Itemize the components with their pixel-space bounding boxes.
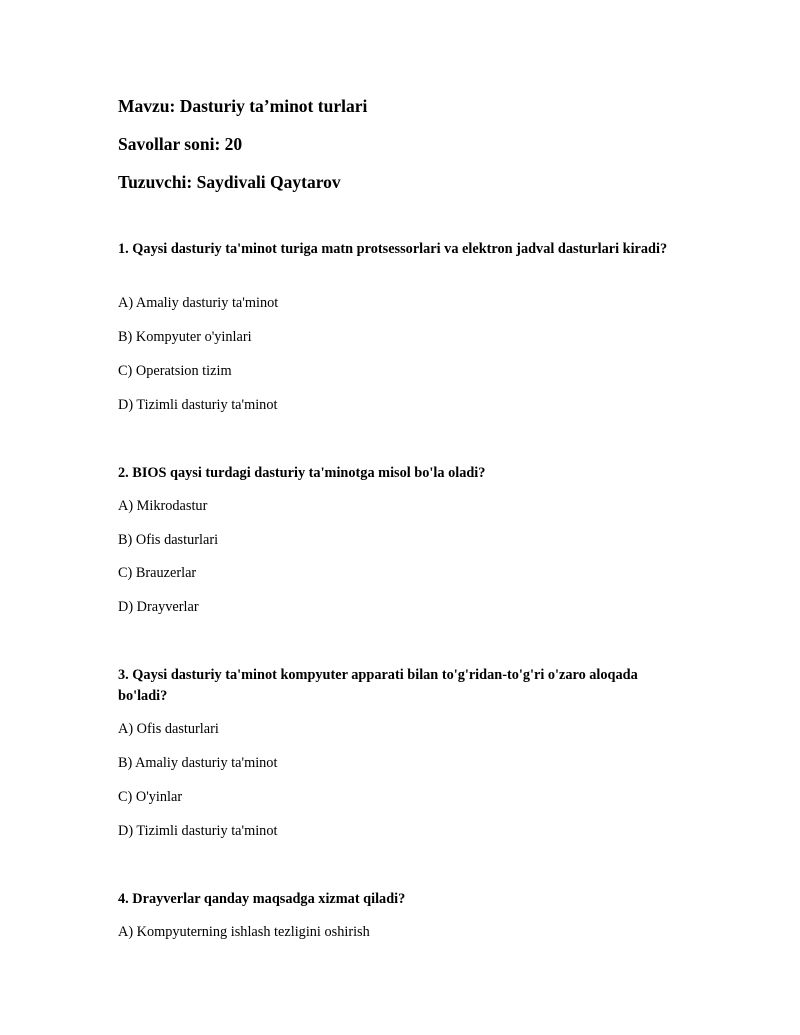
question-1-text: 1. Qaysi dasturiy ta'minot turiga matn protsessorlari va elektron jadval dasturlari kiradi? [118, 241, 668, 257]
question-1-option-a: A) Amaliy dasturiy ta'minot [118, 295, 279, 311]
question-count-heading: Savollar soni: 20 [118, 134, 243, 154]
question-3-option-b: B) Amaliy dasturiy ta'minot [118, 755, 278, 771]
question-3-option-d: D) Tizimli dasturiy ta'minot [118, 823, 278, 839]
question-2-option-b: B) Ofis dasturlari [118, 532, 219, 548]
question-1-option-c: C) Operatsion tizim [118, 363, 232, 379]
question-2-option-c: C) Brauzerlar [118, 565, 197, 581]
question-2-text: 2. BIOS qaysi turdagi dasturiy ta'minotga misol bo'la oladi? [118, 465, 486, 481]
author-heading: Tuzuvchi: Saydivali Qaytarov [118, 172, 341, 192]
question-3-text: 3. Qaysi dasturiy ta'minot kompyuter apparati bilan to'g'ridan-to'g'ri o'zaro aloqada bo'ladi? [118, 667, 638, 704]
topic-heading: Mavzu: Dasturiy ta’minot turlari [118, 96, 368, 116]
question-4-option-a: A) Kompyuterning ishlash tezligini oshirish [118, 924, 370, 940]
question-1-option-d: D) Tizimli dasturiy ta'minot [118, 397, 278, 413]
question-3-option-a: A) Ofis dasturlari [118, 721, 219, 737]
question-3-option-c: C) O'yinlar [118, 789, 183, 805]
question-2-option-a: A) Mikrodastur [118, 498, 208, 514]
question-2-option-d: D) Drayverlar [118, 599, 199, 615]
question-1-option-b: B) Kompyuter o'yinlari [118, 329, 252, 345]
question-4-text: 4. Drayverlar qanday maqsadga xizmat qiladi? [118, 891, 406, 907]
